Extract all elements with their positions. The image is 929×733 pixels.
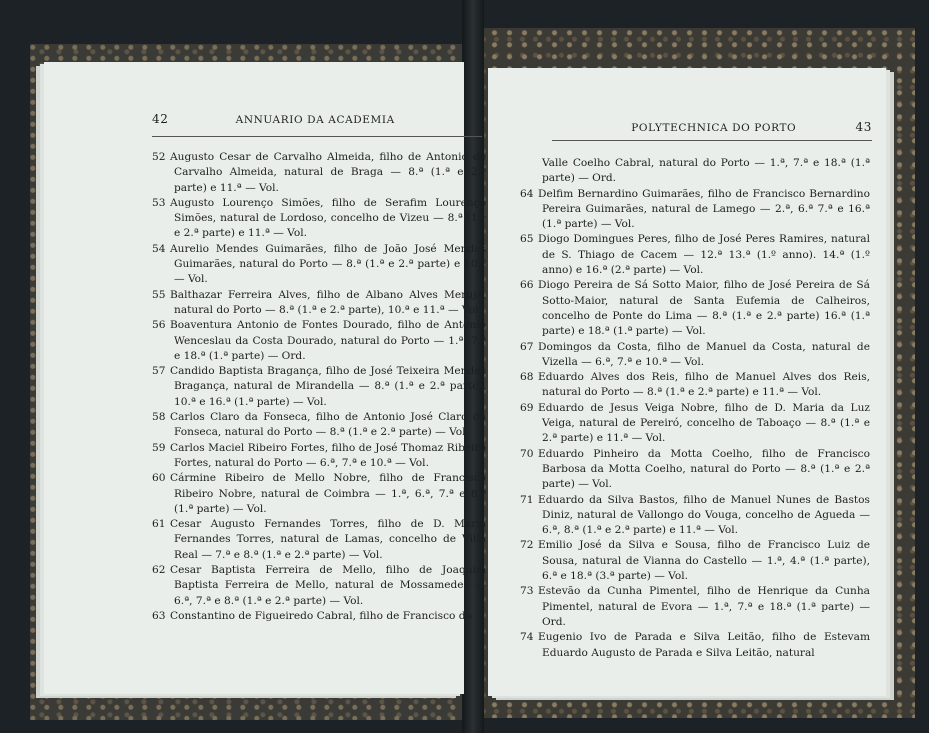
right-page [488,68,886,696]
entry-number: 56 [152,319,166,332]
entry-text: Cesar Augusto Fernandes Torres, filho de D. Maria Fernandes Torres, natural de Lamas, concelho de Villa Real — 7.ª e 8.ª (1.ª e 2.ª parte) — Vol. [170,518,486,561]
list-item [520,538,870,584]
entry-text: Emilio José da Silva e Sousa, filho de Francisco Luiz de Sousa, natural de Vianna do Castello — 1.ª, 4.ª (1.ª parte), 6.ª e 18.ª (3.ª parte) — Vol. [538,539,870,583]
entry-number: 66 [520,279,534,292]
entry-number: 68 [520,371,534,384]
entry-text: Diogo Domingues Peres, filho de José Peres Ramires, natural de S. Thiago de Cacem — 12.ª 13.ª (1.º anno). 14.ª (1.º anno) e 16.ª (2.ª parte) — Vol. [538,233,870,277]
entry-number: 69 [520,401,534,414]
entry-text: Eduardo Pinheiro da Motta Coelho, filho de Francisco Barbosa da Motta Coelho, natural do Porto — 8.ª (1.ª e 2.ª parte) — Vol. [538,447,870,491]
entry-list [152,150,486,624]
entry-number: 58 [152,411,166,424]
entry-text: Balthazar Ferreira Alves, filho de Albano Alves Meruja, natural do Porto — 8.ª (1.ª e 2.ª parte), 10.ª e 11.ª — Vol. [170,288,486,316]
left-page [44,62,486,694]
header-rule [152,136,482,137]
entry-number: 57 [152,365,166,378]
right-page-header [552,120,872,134]
entry-text: Constantino de Figueiredo Cabral, filho de Francisco do [170,609,472,622]
entry-number: 71 [520,493,534,506]
entry-number: 61 [152,518,166,531]
entry-text: Candido Baptista Bragança, filho de José Teixeira Mendes Bragança, natural de Mirandella — 8.ª (1.ª e 2.ª parte), 10.ª e 16.ª (1.ª parte) — Vol. [170,365,486,408]
entry-text: Eugenio Ivo de Parada e Silva Leitão, filho de Estevam Eduardo Augusto de Parada e Silva Leitão, natural [538,631,870,659]
entry-text: Carlos Maciel Ribeiro Fortes, filho de José Thomaz Ribeiro Fortes, natural do Porto — 6.ª, 7.ª e 10.ª — Vol. [170,441,486,469]
list-item [152,410,486,441]
entry-text: Aurelio Mendes Guimarães, filho de João José Mendes Guimarães, natural do Porto — 8.ª (1.ª e 2.ª parte) e 10.ª — Vol. [170,242,486,286]
entry-text: Eduardo Alves dos Reis, filho de Manuel Alves dos Reis, natural do Porto — 8.ª (1.ª e 2.ª parte) e 11.ª — Vol. [538,371,870,399]
list-item [152,517,486,563]
entry-list [520,156,870,661]
entry-number: 55 [152,288,166,301]
entry-number: 54 [152,242,166,255]
entry-text: Domingos da Costa, filho de Manuel da Costa, natural de Vizella — 6.ª, 7.ª e 10.ª — Vol. [538,340,870,368]
list-item [152,441,486,472]
entry-number: 52 [152,151,166,163]
list-item [152,563,486,609]
running-head: POLYTECHNICA DO PORTO [631,122,797,134]
entry-text: Cesar Baptista Ferreira de Mello, filho de Joaquim Baptista Ferreira de Mello, natural de Mossamedes — 6.ª, 7.ª e 8.ª (1.ª e 2.ª parte) — Vol. [170,564,486,607]
entry-text: Estevão da Cunha Pimentel, filho de Henrique da Cunha Pimentel, natural de Evora — 1.ª, 7.ª e 18.ª (1.ª parte) — Ord. [538,585,870,628]
entry-number: 67 [520,340,534,353]
entry-number: 63 [152,609,166,622]
entry-number: 53 [152,196,166,209]
list-item [520,584,870,630]
entry-text: Eduardo de Jesus Veiga Nobre, filho de D. Maria da Luz Veiga, natural de Pereiró, concelho de Taboaço — 8.ª (1.ª e 2.ª parte) e 11.ª — Vol. [538,401,870,445]
list-item [520,232,870,278]
entry-number: 73 [520,585,534,598]
list-item [152,150,486,196]
list-item [152,318,486,364]
entry-number: 72 [520,539,534,552]
list-item [152,242,486,288]
list-item [152,288,486,319]
entry-number: 64 [520,187,534,200]
page-number: 42 [152,112,169,126]
entry-number: 60 [152,472,166,485]
list-item [520,447,870,493]
running-head: ANNUARIO DA ACADEMIA [235,114,395,126]
entry-number: 74 [520,631,534,644]
entry-number: 62 [152,564,166,577]
entry-text: Eduardo da Silva Bastos, filho de Manuel Nunes de Bastos Diniz, natural de Vallongo do Vouga, concelho de Agueda — 6.ª, 8.ª (1.ª e 2.ª parte) e 11.ª — Vol. [538,493,870,537]
list-item [520,278,870,339]
entry-text: Carlos Claro da Fonseca, filho de Antonio José Claro da Fonseca, natural do Porto — 8.ª (1.ª e 2.ª parte) — Vol. [170,411,486,439]
entry-text: Augusto Cesar de Carvalho Almeida, filho de Antonio de Carvalho Almeida, natural de Braga — 8.ª (1.ª e 2.ª parte) e 11.ª — Vol. [170,151,486,194]
entry-text: Boaventura Antonio de Fontes Dourado, filho de Antonio Wenceslau da Costa Dourado, natural do Porto — 1.ª, 7.ª e 18.ª (1.ª parte) — Ord. [170,319,486,362]
list-item [152,196,486,242]
entry-text: Delfim Bernardino Guimarães, filho de Francisco Bernardino Pereira Guimarães, natural de Lamego — 2.ª, 6.ª 7.ª e 16.ª (1.ª parte) — Vol. [538,187,870,231]
list-item [152,364,486,410]
entry-number: 70 [520,447,534,460]
list-item [152,471,486,517]
list-item [152,609,486,624]
list-item [520,340,870,371]
left-page-header [152,112,482,126]
entry-number: 59 [152,441,166,454]
list-item [520,187,870,233]
entry-number: 65 [520,233,534,246]
continuation-text: Valle Coelho Cabral, natural do Porto — 1.ª, 7.ª e 18.ª (1.ª parte) — Ord. [542,157,870,185]
page-number: 43 [855,120,872,134]
header-rule [552,140,872,141]
entry-text: Diogo Pereira de Sá Sotto Maior, filho de José Pereira de Sá Sotto-Maior, natural de Santa Eufemia de Calheiros, concelho de Ponte do Lima — 8.ª (1.ª e 2.ª parte) 16.ª (1.ª parte) e 18.ª (1.ª parte) — Vol. [538,279,870,338]
list-item [520,370,870,401]
entry-text: Augusto Lourenço Simões, filho de Serafim Lourenço Simões, natural de Lordoso, concelho de Vizeu — 8.ª (1.ª e 2.ª parte) e 11.ª — Vol. [170,196,486,240]
list-item [520,493,870,539]
entry-text: Cármine Ribeiro de Mello Nobre, filho de Francisco Ribeiro Nobre, natural de Coimbra — 1.ª, 6.ª, 7.ª e 8.ª (1.ª parte) — Vol. [170,472,486,515]
list-item [520,630,870,661]
list-item [520,401,870,447]
